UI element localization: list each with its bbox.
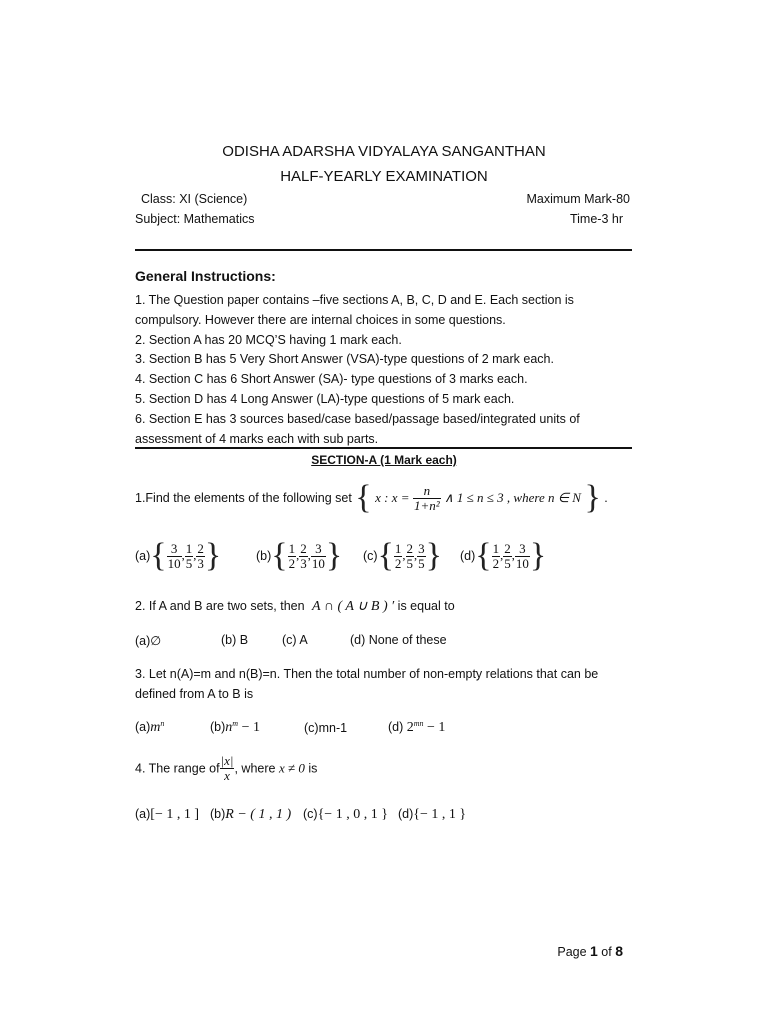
option-fraction [492,540,504,571]
q3-option-d-label: (d) [388,720,407,735]
option-label: (b) [256,549,272,563]
instruction-line: 2. Section A has 20 MCQ’S having 1 mark each. [135,332,402,347]
set-open-brace: { [377,537,394,574]
fraction-denominator: 3 [197,555,204,571]
set-close-brace: } [425,537,442,574]
current-page: 1 [590,943,598,959]
set-open-brace: { [150,537,167,574]
set-open-brace: { [355,479,372,516]
option-label: (d) [460,549,476,563]
q4-option-d[interactable] [398,807,466,823]
section-a-title: SECTION-A (1 Mark each) [311,453,457,467]
exam-title: HALF-YEARLY EXAMINATION [280,168,488,185]
fraction-denominator: 5 [504,555,511,571]
q4-option-d-label: (d) [398,807,414,821]
q4-option-c[interactable] [303,807,388,823]
fraction-numerator: 2 [406,540,414,556]
q3-option-a-label: (a) [135,720,151,735]
instruction-line: 4. Section C has 6 Short Answer (SA)- type questions of 3 marks each. [135,372,528,387]
page-of: of [597,945,616,959]
option-fraction [406,540,418,571]
q2-text: 2. If A and B are two sets, then [135,599,305,613]
instruction-line: 1. The Question paper contains –five sections A, B, C, D and E. Each section is [135,293,574,307]
q4-option-a-label: (a) [135,807,151,821]
time-label: Time-3 hr [569,212,623,226]
instruction-line: compulsory. However there are internal choices in some questions. [135,312,506,327]
instruction-line: 3. Section B has 5 Very Short Answer (VSA)-type questions of 2 mark each. [135,352,554,367]
q3-option-d-base: 2 [406,720,414,736]
q3-option-b-exp: m [232,719,239,728]
comma: , [402,548,406,563]
fraction-denominator: 5 [406,555,414,571]
fraction-denominator: 2 [394,555,402,571]
class-label: Class: XI (Science) [141,192,248,206]
comma: , [307,548,311,563]
question-4 [135,754,317,790]
page-prefix: Page [557,945,591,959]
q4-option-c-label: (c) [303,807,318,821]
q4-mid: , where [234,761,276,776]
q2-tail: is equal to [394,599,455,613]
q2-option-d[interactable]: (d) None of these [350,633,447,647]
fraction-denominator: 2 [288,555,296,571]
q3-option-b[interactable] [210,719,260,736]
q4-option-d-expr: {− 1 , 1 } [413,807,467,822]
q4-text: 4. The range of [135,761,220,776]
q4-tail: is [304,761,318,776]
comma: , [511,548,515,563]
instructions-title: General Instructions: [135,268,276,284]
q1-fraction [413,484,441,513]
q1-option-c[interactable] [363,537,442,574]
fraction-denominator: 3 [300,555,307,571]
q2-option-b[interactable]: (b) B [221,633,249,647]
option-fraction [167,542,182,571]
q2-expression: A ∩ ( A ∪ B ) ′ [312,599,395,614]
option-fraction [515,542,530,571]
comma: , [181,548,185,563]
instruction-line: 5. Section D has 4 Long Answer (LA)-type questions of 5 mark each. [135,391,515,406]
fraction-numerator: 2 [504,540,511,556]
set-open-brace: { [271,537,288,574]
option-label: (c) [363,549,378,563]
q2-option-a[interactable]: (a)∅ [135,634,162,648]
fraction-numerator: 3 [311,542,326,557]
q4-condition: x ≠ 0 [278,760,305,776]
q4-frac-den: x [224,768,230,783]
fraction-denominator: 10 [515,555,529,571]
max-mark-label: Maximum Mark-80 [526,192,630,206]
q2-option-c[interactable]: (c) A [282,633,308,647]
instructions-divider [135,447,632,449]
instructions-list [135,291,580,449]
fraction-denominator: 5 [418,555,425,571]
instruction-line: assessment of 4 marks each with sub parts. [135,431,379,446]
q1-set-prefix: x : x = [375,490,410,505]
q1-set-condition: ∧ 1 ≤ n ≤ 3 , where n ∈ N [444,490,581,505]
q3-option-d-tail: − 1 [423,720,446,736]
q4-frac-num: |x| [220,753,234,768]
option-fraction [196,542,205,571]
q4-fraction [220,754,235,783]
q1-frac-num: n [413,484,441,499]
q1-frac-den: 1+n² [413,497,440,513]
option-fraction [288,540,300,571]
option-fraction [417,542,426,571]
q4-option-c-expr: {− 1 , 0 , 1 } [317,807,388,822]
subject-label: Subject: Mathematics [135,212,255,226]
header-divider [135,249,632,251]
comma: , [500,548,504,563]
question-2 [135,598,455,615]
q3-option-a-base: m [150,720,161,736]
set-open-brace: { [475,537,492,574]
fraction-numerator: 1 [288,540,296,556]
fraction-numerator: 1 [185,540,193,556]
q4-option-a-expr: [− 1 , 1 ] [150,807,200,822]
set-close-brace: } [204,537,222,574]
fraction-denominator: 10 [311,555,325,571]
q4-option-b-expr: R − ( 1 , 1 ) [225,807,292,822]
q4-option-b-label: (b) [210,807,226,821]
set-close-brace: } [325,537,343,574]
set-close-brace: } [584,479,601,516]
school-name: ODISHA ADARSHA VIDYALAYA SANGANTHAN [222,143,546,160]
q3-option-b-tail: − 1 [238,720,260,736]
q4-option-a[interactable] [135,807,199,823]
q3-option-a[interactable] [135,719,164,736]
q3-option-b-base: n [225,720,233,736]
option-fraction [503,542,512,571]
comma: , [296,548,300,563]
total-pages: 8 [615,943,623,959]
fraction-numerator: 2 [197,540,204,556]
set-close-brace: } [529,537,547,574]
comma: , [193,548,197,563]
q3-option-d-exp: mn [413,719,424,728]
page-number [557,943,623,959]
q1-tail: . [604,491,608,505]
option-label: (a) [135,549,151,563]
question-1 [135,479,608,523]
q3-line-2: defined from A to B is [135,687,254,701]
q1-text: 1.Find the elements of the following set [135,491,352,505]
q4-option-b[interactable] [210,807,291,823]
q1-option-a[interactable] [135,537,222,574]
option-fraction [299,542,308,571]
fraction-denominator: 5 [185,555,193,571]
fraction-numerator: 1 [492,540,500,556]
fraction-numerator: 1 [394,540,402,556]
q3-line-1: 3. Let n(A)=m and n(B)=n. Then the total number of non-empty relations that can be [135,667,599,681]
q3-option-d[interactable] [388,719,445,736]
fraction-denominator: 10 [167,555,181,571]
instruction-line: 6. Section E has 3 sources based/case based/passage based/integrated units of [135,411,580,426]
fraction-numerator: 3 [418,540,425,556]
fraction-numerator: 2 [300,540,307,556]
fraction-numerator: 3 [515,542,530,557]
option-fraction [311,542,326,571]
fraction-numerator: 3 [167,542,182,557]
q3-option-b-label: (b) [210,720,226,735]
comma: , [414,548,418,563]
fraction-denominator: 2 [492,555,500,571]
q3-option-c[interactable]: (c)mn-1 [304,721,348,735]
q3-option-a-exp: n [160,719,165,728]
option-fraction [185,540,197,571]
q1-option-d[interactable] [460,537,547,574]
q1-option-b[interactable] [256,537,343,574]
